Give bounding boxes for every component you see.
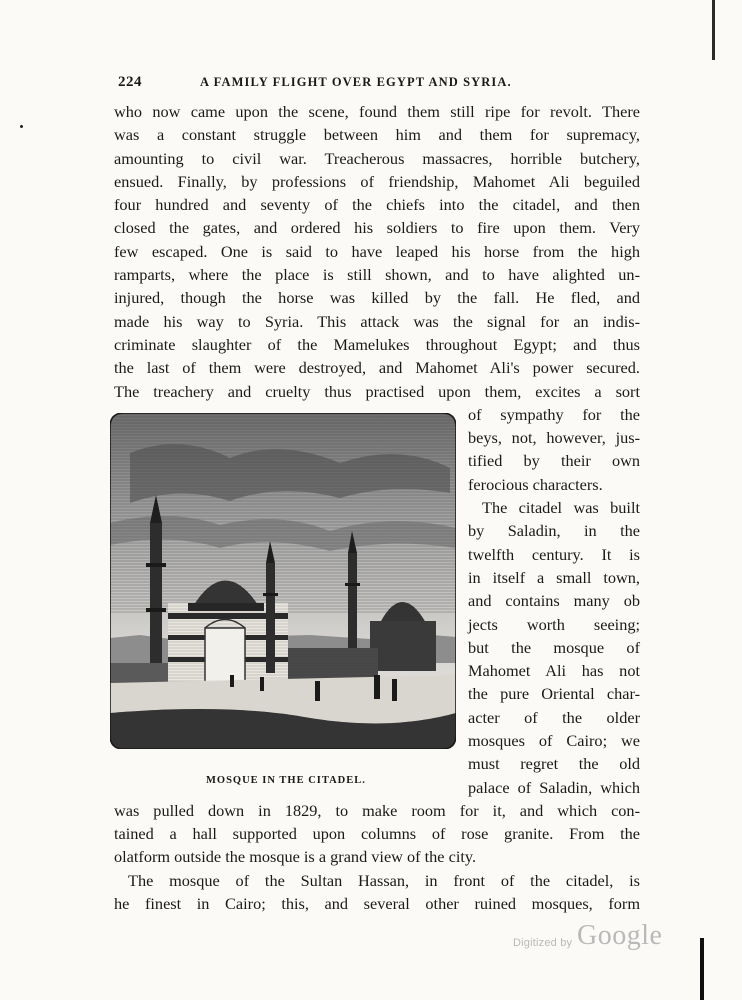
text-line: the last of them were destroyed, and Mahomet Ali's power secured.	[114, 358, 640, 378]
text-line: few escaped. One is said to have leaped his horse from the high	[114, 241, 640, 261]
text-line: mosques of Cairo; we	[468, 731, 640, 751]
text-line: and contains many ob	[468, 591, 640, 611]
engraving-figure	[110, 413, 460, 786]
text-line: ramparts, where the place is still shown, and to have alighted un-	[114, 265, 640, 285]
mosque-engraving-image	[110, 413, 456, 749]
text-line: ensued. Finally, by professions of friendship, Mahomet Ali beguiled	[114, 171, 640, 191]
text-line: who now came upon the scene, found them still ripe for revolt. There	[114, 102, 640, 121]
wrapped-text-column	[468, 403, 640, 799]
text-line: four hundred and seventy of the chiefs into the citadel, and then	[114, 195, 640, 215]
paragraph-2-continuation	[114, 799, 640, 869]
body-text	[114, 100, 640, 915]
text-line: made his way to Syria. This attack was the signal for an indis-	[114, 311, 640, 331]
text-line: the pure Oriental char-	[468, 684, 640, 704]
text-line: was pulled down in 1829, to make room for it, and which con-	[114, 800, 640, 820]
text-line: beys, not, however, jus-	[468, 428, 640, 448]
figure-wrap-block	[114, 403, 640, 797]
google-logo: Google	[577, 920, 663, 951]
text-line: criminate slaughter of the Mamelukes throughout Egypt; and thus	[114, 334, 640, 354]
text-line: in itself a small town,	[468, 567, 640, 587]
text-line: palace of Saladin, which	[468, 777, 640, 797]
text-line: The treachery and cruelty thus practised upon them, excites a sort	[114, 381, 640, 401]
scan-edge-bar	[700, 938, 704, 1000]
text-line: tified by their own	[468, 451, 640, 471]
scan-edge-mark	[712, 0, 715, 60]
text-line: he finest in Cairo; this, and several other ruined mosques, form	[114, 894, 640, 914]
text-line: The mosque of the Sultan Hassan, in front of the citadel, is	[128, 870, 640, 890]
figure-caption: MOSQUE IN THE CITADEL.	[206, 774, 366, 786]
text-line: Mahomet Ali has not	[468, 661, 640, 681]
text-line: but the mosque of	[468, 637, 640, 657]
scan-speck	[20, 125, 23, 128]
digitized-by-label: Digitized by	[513, 937, 573, 949]
paragraph-3	[114, 869, 640, 916]
text-line: ferocious characters.	[468, 474, 603, 494]
page-header	[118, 74, 642, 94]
text-line: of sympathy for the	[468, 404, 640, 424]
text-line: must regret the old	[468, 754, 640, 774]
text-line: amounting to civil war. Treacherous massacres, horrible butchery,	[114, 148, 640, 168]
text-line: injured, though the horse was killed by the fall. He fled, and	[114, 288, 640, 308]
text-line: was a constant struggle between him and them for supremacy,	[114, 125, 640, 145]
text-line: acter of the older	[468, 707, 640, 727]
text-line: tained a hall supported upon columns of rose granite. From the	[114, 824, 640, 844]
paragraph-1	[114, 100, 640, 403]
text-line: twelfth century. It is	[468, 544, 640, 564]
digitized-by-google-watermark	[510, 920, 670, 960]
text-line: by Saladin, in the	[468, 521, 640, 541]
text-line: closed the gates, and ordered his soldiers to fire upon them. Very	[114, 218, 640, 238]
text-line: jects worth seeing;	[468, 614, 640, 634]
text-line: olatform outside the mosque is a grand view of the city.	[114, 847, 477, 867]
running-head: A FAMILY FLIGHT OVER EGYPT AND SYRIA.	[200, 75, 512, 89]
text-line: The citadel was built	[482, 498, 640, 518]
page-number: 224	[118, 74, 142, 90]
